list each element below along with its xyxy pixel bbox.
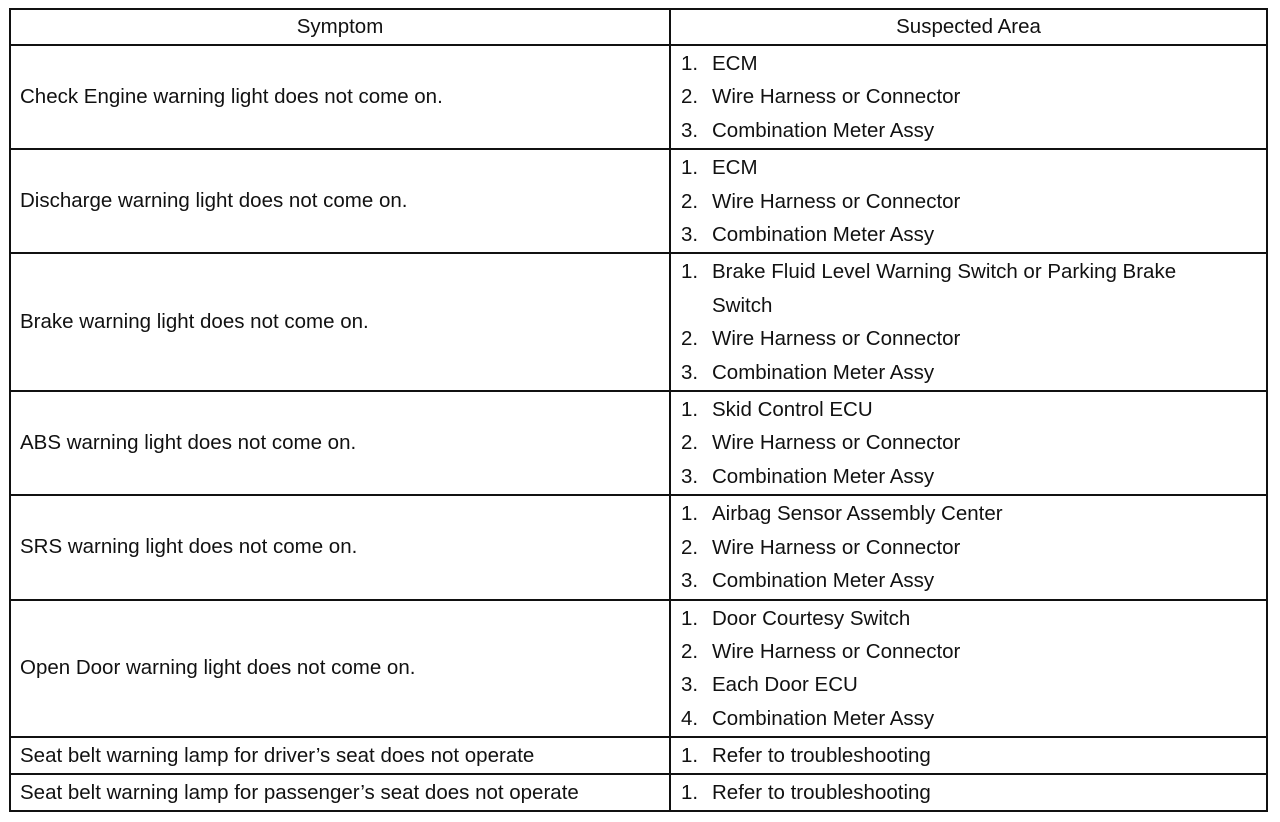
list-item: [681, 426, 1266, 459]
symptom-cell: SRS warning light does not come on.: [10, 495, 670, 599]
item-text: Wire Harness or Connector: [712, 431, 961, 455]
item-text: Door Courtesy Switch: [712, 606, 911, 630]
table-row: [10, 391, 1267, 495]
list-item: [681, 47, 1266, 80]
suspected-area-list: [681, 740, 1266, 772]
item-number: 2.: [681, 535, 699, 559]
suspected-area-cell: [670, 253, 1267, 391]
suspected-area-list: [681, 393, 1266, 493]
item-text: Wire Harness or Connector: [712, 189, 961, 213]
list-item: [681, 151, 1266, 184]
item-number: 3.: [681, 464, 699, 488]
list-item: [681, 531, 1266, 564]
symptom-cell: Check Engine warning light does not come on.: [10, 45, 670, 149]
item-text: Combination Meter Assy: [712, 118, 935, 142]
suspected-area-list: [681, 47, 1266, 147]
item-number: 3.: [681, 360, 699, 384]
item-text: ECM: [712, 156, 758, 180]
suspected-area-list: [681, 255, 1266, 389]
list-item: [681, 393, 1266, 426]
table-row: [10, 253, 1267, 391]
symptom-header: Symptom: [10, 9, 670, 45]
item-text: Refer to troubleshooting: [712, 780, 931, 804]
item-text: Brake Fluid Level Warning Switch or Parking Brake Switch: [712, 260, 1177, 317]
table-row: [10, 495, 1267, 599]
item-number: 2.: [681, 189, 699, 213]
suspected-area-list: [681, 602, 1266, 736]
suspected-area-cell: [670, 495, 1267, 599]
suspected-area-cell: [670, 774, 1267, 811]
list-item: [681, 777, 1266, 809]
suspected-area-list: [681, 777, 1266, 809]
list-item: [681, 668, 1266, 701]
item-number: 1.: [681, 743, 699, 767]
item-number: 1.: [681, 398, 699, 422]
list-item: [681, 702, 1266, 735]
list-item: [681, 255, 1266, 322]
list-item: [681, 635, 1266, 668]
list-item: [681, 564, 1266, 597]
suspected-area-cell: [670, 737, 1267, 774]
symptom-cell: Seat belt warning lamp for passenger’s seat does not operate: [10, 774, 670, 811]
item-text: Airbag Sensor Assembly Center: [712, 502, 1003, 526]
list-item: [681, 356, 1266, 389]
symptom-table: [9, 8, 1268, 812]
symptom-cell: Brake warning light does not come on.: [10, 253, 670, 391]
item-text: Wire Harness or Connector: [712, 535, 961, 559]
symptom-cell: Open Door warning light does not come on.: [10, 600, 670, 738]
item-number: 1.: [681, 156, 699, 180]
suspected-area-cell: [670, 149, 1267, 253]
item-text: ECM: [712, 52, 758, 75]
item-number: 1.: [681, 502, 699, 526]
table-row: [10, 149, 1267, 253]
list-item: [681, 460, 1266, 493]
header-row: [10, 9, 1267, 45]
table-row: [10, 45, 1267, 149]
item-number: 3.: [681, 118, 699, 142]
table-row: [10, 774, 1267, 811]
item-text: Refer to troubleshooting: [712, 743, 931, 767]
list-item: [681, 322, 1266, 355]
suspected-area-cell: [670, 391, 1267, 495]
item-number: 2.: [681, 639, 699, 663]
item-text: Wire Harness or Connector: [712, 85, 961, 109]
item-number: 2.: [681, 327, 699, 351]
list-item: [681, 185, 1266, 218]
item-number: 1.: [681, 52, 699, 75]
item-text: Combination Meter Assy: [712, 706, 935, 730]
suspected-area-cell: [670, 600, 1267, 738]
list-item: [681, 602, 1266, 635]
list-item: [681, 497, 1266, 530]
table-body: [10, 45, 1267, 811]
list-item: [681, 740, 1266, 772]
table-row: [10, 737, 1267, 774]
item-number: 2.: [681, 85, 699, 109]
item-text: Combination Meter Assy: [712, 569, 935, 593]
item-text: Wire Harness or Connector: [712, 639, 961, 663]
item-text: Combination Meter Assy: [712, 464, 935, 488]
item-number: 2.: [681, 431, 699, 455]
item-text: Combination Meter Assy: [712, 360, 935, 384]
suspected-area-list: [681, 497, 1266, 597]
item-number: 3.: [681, 569, 699, 593]
symptom-cell: Seat belt warning lamp for driver’s seat does not operate: [10, 737, 670, 774]
item-text: Combination Meter Assy: [712, 223, 935, 247]
list-item: [681, 114, 1266, 147]
item-number: 1.: [681, 606, 699, 630]
item-text: Wire Harness or Connector: [712, 327, 961, 351]
item-number: 1.: [681, 780, 699, 804]
list-item: [681, 218, 1266, 251]
item-number: 1.: [681, 260, 699, 284]
item-text: Skid Control ECU: [712, 398, 873, 422]
symptom-cell: ABS warning light does not come on.: [10, 391, 670, 495]
suspected-area-list: [681, 151, 1266, 251]
table-row: [10, 600, 1267, 738]
suspected-area-cell: [670, 45, 1267, 149]
item-number: 3.: [681, 673, 699, 697]
item-text: Each Door ECU: [712, 673, 858, 697]
item-number: 3.: [681, 223, 699, 247]
item-number: 4.: [681, 706, 699, 730]
list-item: [681, 80, 1266, 113]
suspected-area-header: Suspected Area: [670, 9, 1267, 45]
symptom-cell: Discharge warning light does not come on.: [10, 149, 670, 253]
